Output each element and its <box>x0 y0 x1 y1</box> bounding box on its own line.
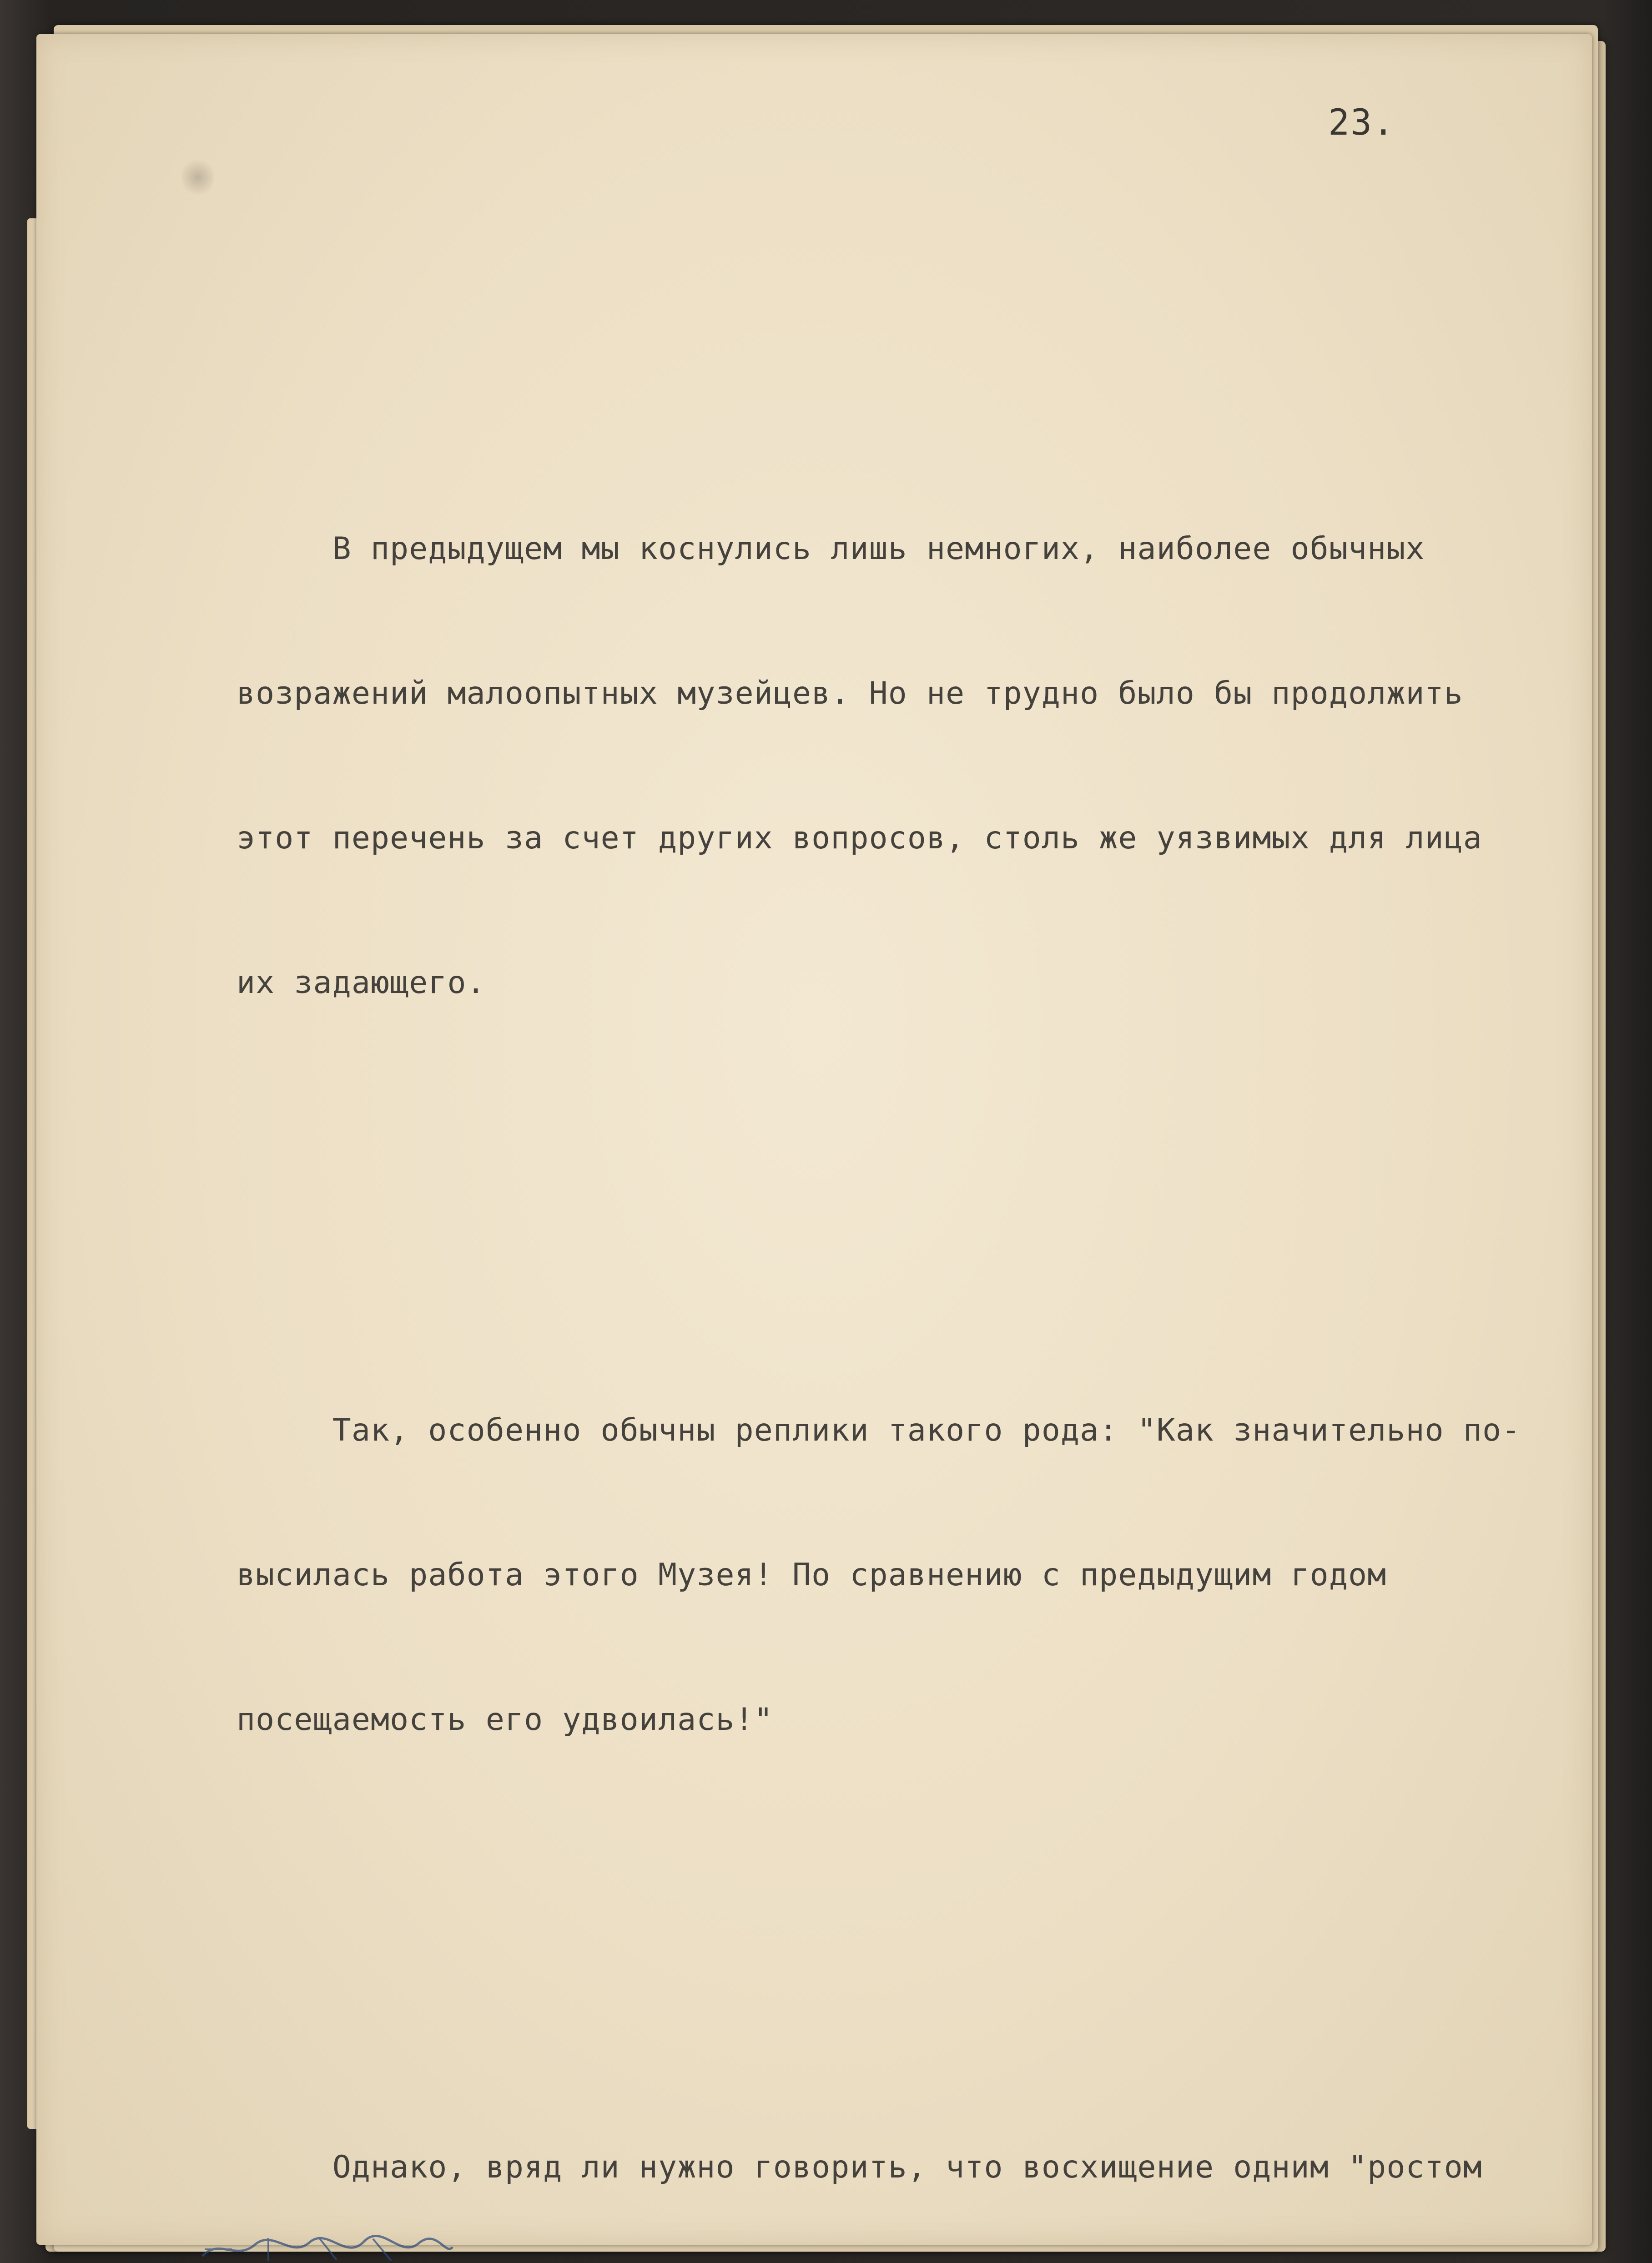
text-line: высилась работа этого Музея! По сравнению с предыдущим годом <box>237 1557 1387 1593</box>
paragraph <box>237 428 1556 1104</box>
typed-text-body <box>237 332 1556 2263</box>
archive-stamp <box>200 2229 455 2263</box>
text-line: возражений малоопытных музейцев. Но не трудно было бы продолжить <box>237 675 1463 711</box>
text-line: В предыдущем мы коснулись лишь немногих, наиболее обычных <box>237 531 1425 567</box>
text-line: Однако, вряд ли нужно говорить, что восхищение одним "ростом <box>237 2149 1483 2185</box>
text-line: этот перечень за счет других вопросов, столь же уязвимых для лица <box>237 820 1483 856</box>
text-line: Так, особенно обычны реплики такого рода: "Как значительно по- <box>237 1412 1521 1448</box>
page-number: 23. <box>1328 102 1395 143</box>
text-line: посещаемость его удвоилась!" <box>237 1702 773 1738</box>
text-line: их задающего. <box>237 965 486 1001</box>
stamp-scribble-icon <box>200 2229 455 2263</box>
ink-smudge <box>182 157 214 198</box>
paragraph <box>237 1310 1556 1840</box>
